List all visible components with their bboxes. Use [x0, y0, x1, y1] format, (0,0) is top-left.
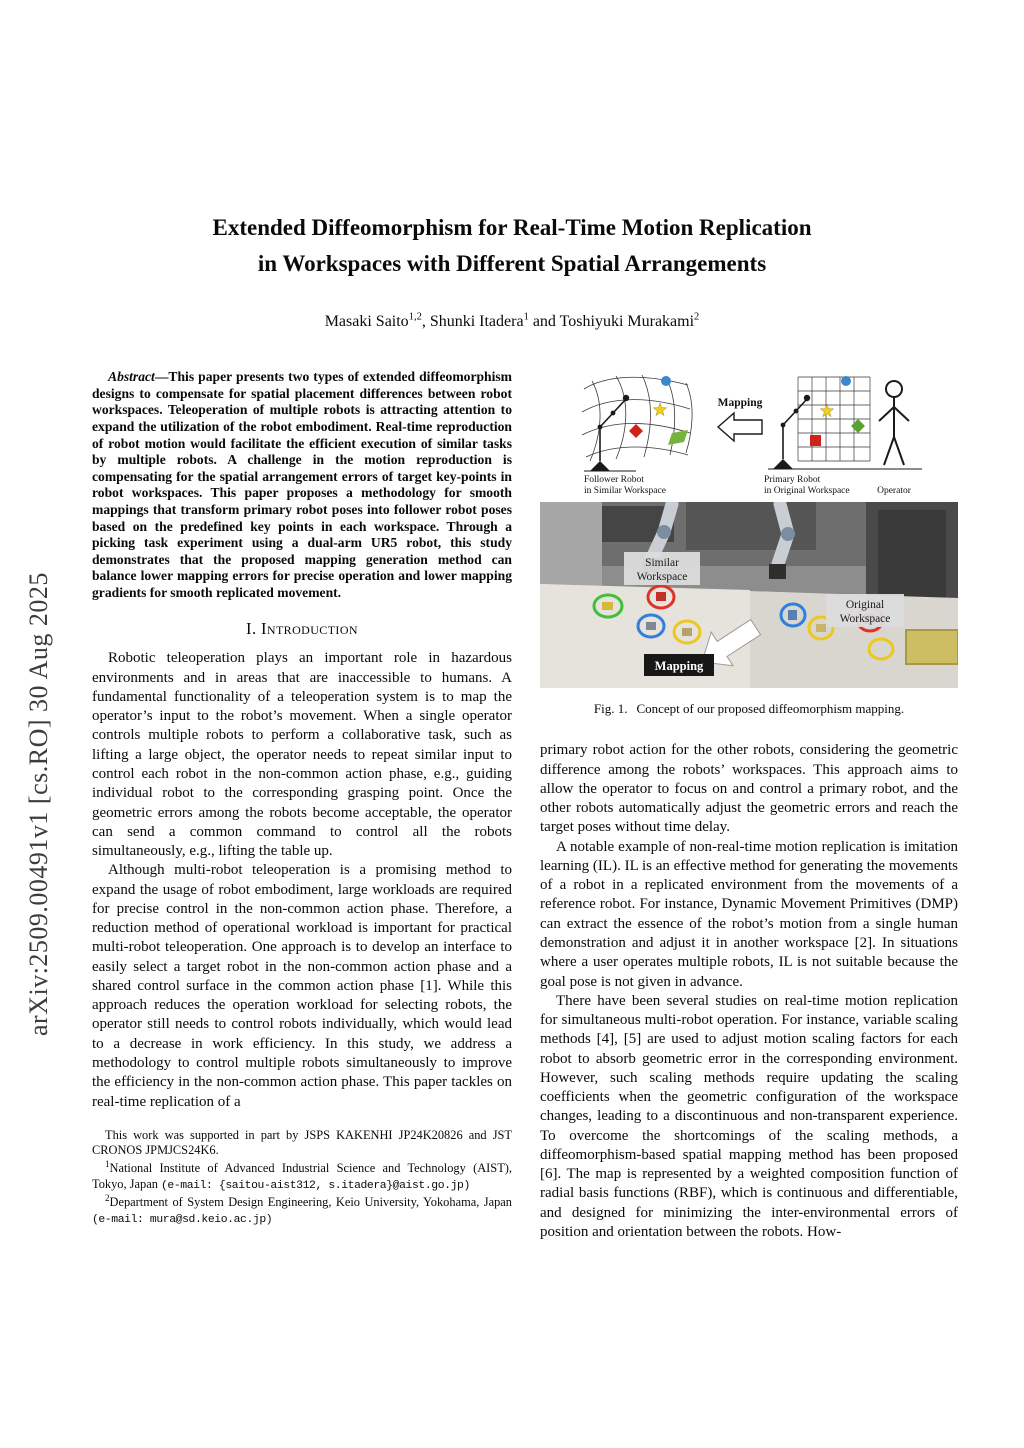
intro-paragraph-2-continued: primary robot action for the other robots, considering the geometric difference among the robots’ workspaces. This approach aims to allow the operator to focus on and control a primary robot, and the other robots automatically adjust the geometric errors and reach the target poses without time delay.	[540, 742, 958, 836]
keypoint-green-parallelogram-icon	[668, 430, 688, 445]
object-blue-right	[788, 610, 797, 620]
diagram-mapping-label: Mapping	[717, 397, 763, 410]
regular-grid	[798, 377, 870, 461]
svg-text:Mapping: Mapping	[654, 659, 704, 674]
right-column	[540, 363, 958, 1242]
author-1: Masaki Saito$^{1,2}$,	[324, 312, 430, 331]
author-2: Shunki Itadera$^1$ and	[429, 312, 560, 331]
robot-joint-right	[781, 527, 795, 541]
yellow-tray	[906, 630, 958, 664]
keypoint-red-square-icon	[810, 435, 821, 446]
authors-line	[0, 312, 1024, 331]
intro-paragraph-3: A notable example of non-real-time motion replication is imitation learning (IL). IL is an effective method for generating the movements of a robot in a replicated environment from the movements of a reference robot. For instance, Dynamic Movement Primitives (DMP) can extract the essence of the robot’s motion from a single human demonstration and adjust it in another workspace [2]. In situations where a user operates multiple robots, IL is not suitable because the goal pose is not given in advance.	[540, 838, 958, 990]
operator-label: Operator	[877, 486, 911, 497]
object-yellow-left	[602, 602, 613, 610]
bright-wall	[540, 502, 602, 586]
figure1-diagram	[540, 365, 958, 497]
paper-header	[0, 0, 1024, 331]
email-address-2: (e-mail: mura@sd.keio.ac.jp)	[92, 1213, 273, 1226]
object-red-left	[656, 592, 666, 601]
svg-text:Workspace: Workspace	[636, 571, 688, 584]
keypoint-star-primary-icon	[820, 404, 833, 417]
right-column-text	[540, 741, 958, 1242]
abstract-label: Abstract	[108, 369, 155, 385]
follower-robot-label-line1: Follower Robot	[584, 475, 644, 486]
keypoint-star-follower-icon	[653, 403, 666, 416]
figure-caption-label: Fig. 1.	[593, 701, 628, 717]
svg-text:Workspace: Workspace	[839, 613, 891, 626]
original-workspace-label	[826, 594, 904, 627]
svg-text:Similar: Similar	[645, 557, 679, 570]
equipment-rack-panel	[878, 510, 946, 600]
footnote-support: This work was supported in part by JSPS KAKENHI JP24K20826 and JST CRONOS JPMJCS24K6.	[92, 1127, 512, 1158]
figure-caption-text: Concept of our proposed diffeomorphism mapping.	[636, 701, 905, 717]
mapping-arrow-icon	[718, 413, 762, 441]
gripper-right	[769, 564, 786, 579]
author-3: Toshiyuki Murakami$^2$	[559, 312, 700, 331]
abstract-dash: —	[154, 369, 169, 385]
primary-robot-label-line1: Primary Robot	[764, 475, 821, 486]
keypoint-red-diamond-icon	[629, 424, 643, 438]
paper-title	[0, 210, 1024, 282]
abstract-paragraph	[92, 369, 512, 601]
follower-robot-label-line2: in Similar Workspace	[584, 486, 666, 497]
operator-figure	[879, 381, 909, 465]
figure-1	[540, 365, 958, 717]
object-gray-left	[646, 622, 656, 630]
intro-paragraph-4: There have been several studies on real-time motion replication for simultaneous multi-robot operation. For instance, variable scaling methods [4], [5] are used to adjust motion scaling factors for each robot to absorb geometric error in the corresponding environment. However, such scaling methods require updating the scaling coefficients when the geometric configuration of the workspace changes, leading to a discontinuous and non-transparent experience. To overcome the shortcomings of the scaling methods, a diffeomorphism-based spatial mapping method has been proposed [6]. The map is represented by a weighted composition function of radial basis functions (RBF), which is continuous and differentiable, and designed for minimizing the inter-environmental errors of position and orientation between the robots. How-	[540, 992, 958, 1240]
paper-title-line1: Extended Diffeomorphism for Real-Time Motion Replication	[212, 215, 812, 240]
figure-caption	[540, 701, 958, 717]
warped-grid	[582, 375, 692, 461]
left-column	[92, 363, 512, 1227]
machinery-center	[686, 502, 816, 550]
follower-robot-figure	[590, 395, 629, 471]
two-column-body	[92, 363, 958, 1242]
arxiv-watermark: arXiv:2509.00491v1 [cs.RO] 30 Aug 2025	[24, 572, 53, 1036]
email-address-1: (e-mail: {saitou-aist312, s.itadera}@aist.go.jp)	[161, 1179, 470, 1192]
footnotes-block	[92, 1128, 512, 1227]
svg-text:Original: Original	[845, 599, 885, 612]
paper-title-line2: in Workspaces with Different Spatial Arrangements	[257, 251, 767, 276]
section-heading-introduction: I. Introduction	[246, 619, 358, 639]
footnote-affiliation-2: $^2$Department of System Design Engineering, Keio University, Yokohama, Japan (e-mail: mura@sd.keio.ac.jp)	[92, 1193, 512, 1226]
keypoint-green-diamond-icon	[851, 419, 865, 433]
object-tan-right	[816, 624, 826, 632]
intro-paragraph-2: Although multi-robot teleoperation is a promising method to expand the usage of robot embodiment, large workloads are required for precise control in the non-common action phase. Therefore, a reduction method of operational workload is important for practical multi-robot teleoperation. One approach is to develop an interface to easily select a target robot in the non-common action phase and a shared control surface in the common action phase [1]. While this approach reduces the operation workload for selecting robots, the operator still needs to control robots individually, which would lead to a decrease in work efficiency. In this study, we address a methodology to control multiple robots simultaneously to improve the efficiency in the non-common action phase. This paper tackles on real-time replication of a	[92, 862, 512, 1110]
intro-paragraph-1: Robotic teleoperation plays an important role in hazardous environments and in areas that are inaccessible to humans. A fundamental functionality of a teleoperation system is to map the operator’s input to the robot’s movement. When a single operator controls multiple robots to perform a collaborative task, such as lifting a large object, the operator needs to repeat similar input to control each robot in the non-common action phase, e.g., guiding individual robot to the corresponding grasping point. Once the geometric errors among the robots become acceptable, the operator can send a common command to control all the robots simultaneously, e.g., lifting the table up.	[92, 650, 512, 860]
primary-robot-label-line2: in Original Workspace	[764, 486, 850, 497]
robot-joint-left	[657, 525, 671, 539]
keypoint-blue-circle-follower-icon	[661, 376, 671, 386]
abstract-text: This paper presents two types of extended diffeomorphism designs to compensate for spatial placement differences between robot workspaces. Teleoperation of multiple robots is attracting attention to expand the utilization of the robot embodiment. Real-time reproduction of robot motion would facilitate the efficient execution of similar tasks by multiple robots. A challenge in the motion reproduction is compensating for the spatial arrangement errors of target key-points in robot workspaces. This paper proposes a methodology for smooth mappings that transform primary robot poses into follower robot poses based on the predefined key points in each workspace. Through a picking task experiment using a dual-arm UR5 robot, this study demonstrates that the proposed mapping generation method can balance lower mapping errors for precise operation and lower mapping gradients for smooth replicated movement.	[92, 369, 512, 600]
figure1-photo	[540, 502, 958, 688]
keypoint-blue-circle-primary-icon	[841, 376, 851, 386]
primary-robot-figure	[773, 395, 810, 469]
object-tan-left	[682, 628, 692, 636]
footnote-affiliation-1: $^1$National Institute of Advanced Industrial Science and Technology (AIST), Tokyo, Japan (e-mail: {saitou-aist312, s.itadera}@aist.go.jp)	[92, 1159, 512, 1192]
similar-workspace-label	[624, 552, 700, 585]
photo-mapping-label	[644, 654, 714, 676]
